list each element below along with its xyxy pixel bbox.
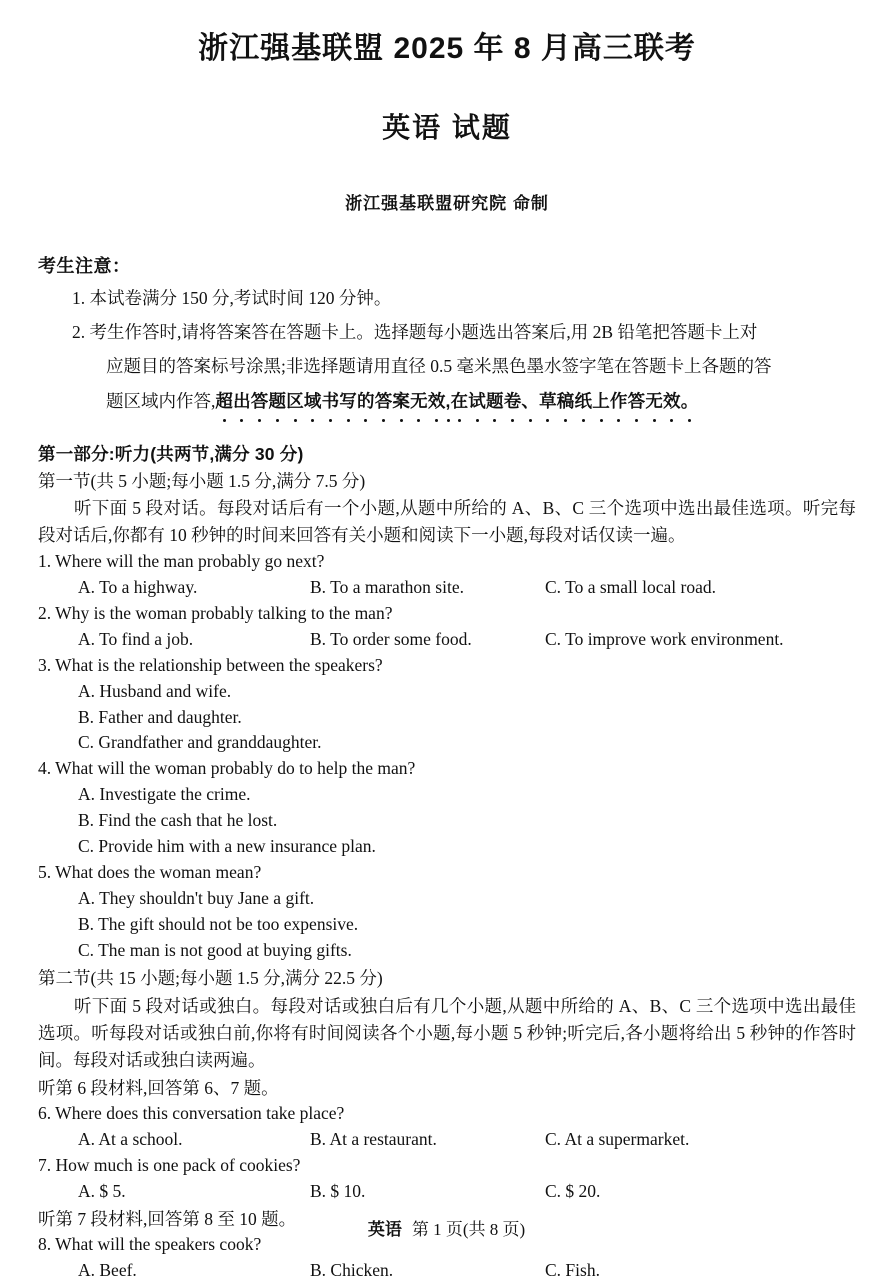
option-a[interactable]: A. To find a job. [78, 628, 194, 649]
question-stem: 5. What does the woman mean? [38, 861, 262, 882]
subject-title: 英语 试题 [382, 111, 512, 143]
question-stem: 8. What will the speakers cook? [38, 1233, 262, 1254]
option-b[interactable]: B. $ 10. [310, 1180, 366, 1201]
question-7 [38, 1153, 856, 1205]
question-2 [38, 601, 856, 653]
option-b[interactable]: B. To order some food. [310, 628, 472, 649]
notice-item-2-line-1: 2. 考生作答时,请将答案答在答题卡上。选择题每小题选出答案后,用 2B 铅笔把答题卡上对 [72, 321, 758, 342]
cue-material-7: 听第 7 段材料,回答第 8 至 10 题。 [38, 1208, 297, 1229]
page-title: 浙江强基联盟 2025 年 8 月高三联考 [198, 32, 696, 65]
option-b[interactable]: B. At a restaurant. [310, 1128, 437, 1149]
option-b[interactable]: B. The gift should not be too expensive. [78, 913, 359, 934]
option-c[interactable]: C. Fish. [545, 1259, 600, 1280]
question-6 [38, 1101, 856, 1153]
option-c[interactable]: C. Grandfather and granddaughter. [78, 732, 322, 753]
question-options [38, 886, 856, 964]
notice-item-1: 1. 本试卷满分 150 分,考试时间 120 分钟。 [72, 287, 392, 308]
option-c[interactable]: C. To a small local road. [545, 576, 716, 597]
notice-item-2-line-3 [38, 387, 856, 415]
option-a[interactable]: A. At a school. [78, 1128, 183, 1149]
byline: 浙江强基联盟研究院 命制 [345, 193, 549, 213]
question-options [38, 627, 856, 653]
option-b[interactable]: B. Chicken. [310, 1259, 394, 1280]
footer-page-number: 第 1 页(共 8 页) [411, 1220, 526, 1239]
question-stem: 6. Where does this conversation take place? [38, 1102, 345, 1123]
question-1 [38, 549, 856, 601]
question-options [38, 575, 856, 601]
notice-emphasized-text: 超出答题区域书写的答案无效,在试题卷、草稿纸上作答无效。 [215, 391, 698, 411]
part1-heading: 第一部分:听力(共两节,满分 30 分) [38, 443, 304, 464]
page-content [38, 0, 856, 1284]
option-a[interactable]: A. To a highway. [78, 576, 198, 597]
option-a[interactable]: A. $ 5. [78, 1180, 126, 1201]
option-a[interactable]: A. Husband and wife. [78, 680, 232, 701]
notice-plain-text: 题区域内作答, [106, 390, 216, 411]
question-options [38, 1179, 856, 1205]
option-b[interactable]: B. Father and daughter. [78, 706, 242, 727]
option-b[interactable]: B. To a marathon site. [310, 576, 464, 597]
footer-subject: 英语 [367, 1220, 402, 1239]
option-a[interactable]: A. Investigate the crime. [78, 784, 251, 805]
question-stem: 1. Where will the man probably go next? [38, 551, 325, 571]
notice-item-2-line-2: 应题目的答案标号涂黑;非选择题请用直径 0.5 毫米黑色墨水签字笔在答题卡上各题的答 [106, 356, 772, 377]
option-a[interactable]: A. They shouldn't buy Jane a gift. [78, 887, 315, 908]
question-options [38, 679, 856, 757]
option-c[interactable]: C. At a supermarket. [545, 1128, 690, 1149]
question-stem: 4. What will the woman probably do to help the man? [38, 758, 416, 779]
question-5 [38, 860, 856, 964]
question-options [38, 782, 856, 860]
page-footer [0, 1215, 893, 1240]
option-c[interactable]: C. To improve work environment. [545, 628, 784, 649]
part1-section1-heading: 第一节(共 5 小题;每小题 1.5 分,满分 7.5 分) [38, 470, 366, 491]
candidate-notice [38, 252, 856, 415]
part1-section1-instruction: 听下面 5 段对话。每段对话后有一个小题,从题中所给的 A、B、C 三个选项中选出最佳选项。听完每段对话后,你都有 10 秒钟的时间来回答有关小题和阅读下一小题,每段对话仅读一遍。 [38, 498, 856, 546]
question-options [38, 1127, 856, 1153]
cue-material-6: 听第 6 段材料,回答第 6、7 题。 [38, 1077, 279, 1098]
option-a[interactable]: A. Beef. [78, 1259, 137, 1280]
question-stem: 3. What is the relationship between the speakers? [38, 654, 383, 675]
question-4 [38, 756, 856, 860]
option-c[interactable]: C. Provide him with a new insurance plan. [78, 836, 376, 857]
option-b[interactable]: B. Find the cash that he lost. [78, 810, 278, 831]
question-3 [38, 653, 856, 757]
question-options [38, 1258, 856, 1284]
notice-heading: 考生注意： [38, 255, 131, 276]
question-stem: 2. Why is the woman probably talking to the man? [38, 602, 393, 623]
question-stem: 7. How much is one pack of cookies? [38, 1154, 301, 1175]
part1-section2-instruction: 听下面 5 段对话或独白。每段对话或独白后有几个小题,从题中所给的 A、B、C 三个选项中选出最佳选项。听每段对话或独白前,你将有时间阅读各个小题,每小题 5 秒钟;听完后,各小题将给出 5 秒钟的作答时间。每段对话或独白读两遍。 [38, 995, 856, 1070]
option-c[interactable]: C. The man is not good at buying gifts. [78, 939, 352, 960]
option-c[interactable]: C. $ 20. [545, 1180, 601, 1201]
part1-section2-heading: 第二节(共 15 小题;每小题 1.5 分,满分 22.5 分) [38, 968, 383, 989]
